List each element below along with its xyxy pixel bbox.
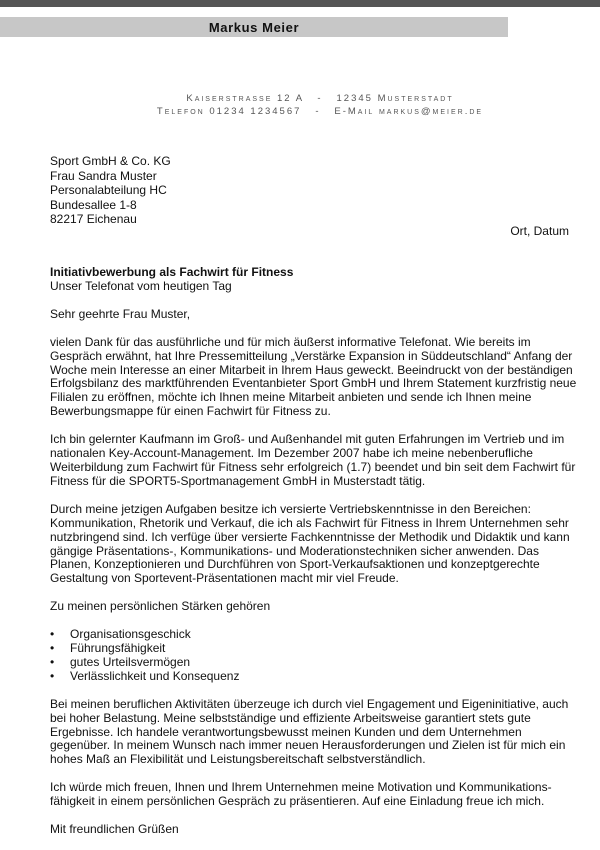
salutation: Sehr geehrte Frau Muster, [50,306,191,321]
list-item: • Führungsfähigkeit [50,642,578,656]
recipient-block [50,154,171,227]
paragraph-intro: vielen Dank für das ausführliche und für mich äußerst informative Telefonat. Wie bereits im Gespräch erwähnt, hat Ihre Pressemitteilung „Verstärke Expansion in Süddeutschland“ Anfang der Woche mein Interesse an einer Mitarbeit in Ihrem Haus geweckt. Beeindruckt von der beständigen Erfolgsbilanz des marktführenden Eventanbieter Sport GmbH und Ihrem Statement kurzfristig neue Filialen zu eröffnen, möchte ich Ihnen meine Mitarbeit anbieten und sende ich Ihnen meine Bewerbungsmappe für einen Fachwirt für Fitness zu. [50,334,577,419]
subject-reference: Unser Telefonat vom heutigen Tag [50,278,232,293]
strengths-list [50,628,578,684]
sender-contact: Telefon 01234 1234567 - E-Mail markus@meier.de [156,106,484,117]
sender-name: Markus Meier [208,20,300,35]
recipient-city: 82217 Eichenau [50,212,137,227]
paragraph-qualities: Bei meinen beruflichen Aktivitäten überzeuge ich durch viel Engagement und Eigeninitiative, auch bei hoher Belastung. Meine selbstständige und effiziente Arbeitsweise garantiert stets gute Ergebnisse. Ich handele verantwortungsbewusst meinen Kunden und dem Unternehmen gegenüber. In meinem Wunsch nach immer neuen Herausforderungen und Zielen ist für mich ein hohes Maß an Flexibilität und Leistungsbereitschaft selbstverständlich. [50,696,569,767]
recipient-department: Personalabteilung HC [50,183,167,198]
paragraph-skills: Durch meine jetzigen Aufgaben besitze ich versierte Vertriebskenntnisse in den Bereichen: Kommunikation, Rhetorik und Verkauf, die ich als Fachwirt für Fitness in Ihrem Unternehmen sehr nutzbringend sind. Ich verfüge über versierte Fachkenntnisse der Methodik und Didaktik und kann gängige Präsentations-, Kommunikations- und Moderationstechniken sicher anwenden. Das Planen, Konzeptionieren und Durchführen von Sport-Verkaufsaktionen und konzeptgerechte Gestaltung von Sportevent-Präsentationen macht mir viel Freude. [50,501,570,586]
recipient-company: Sport GmbH & Co. KG [50,154,171,168]
subject-line: Initiativbewerbung als Fachwirt für Fitness [50,265,294,279]
letter-body [50,266,578,837]
place-date: Ort, Datum [510,224,569,238]
top-rule [0,0,600,7]
list-item: • Organisationsgeschick [50,628,578,642]
paragraph-background: Ich bin gelernter Kaufmann im Groß- und Außenhandel mit guten Erfahrungen im Vertrieb und im nationalen Key-Account-Management. Im Dezember 2007 habe ich meine nebenberufliche Weiterbildung zum Fachwirt für Fitness sehr erfolgreich (1.7) beendet und bin seit dem Fachwirt für Fitness für die SPORT5-Sportmanagement GmbH in Musterstadt tätig. [50,432,576,488]
list-item: • gutes Urteilsvermögen [50,656,578,670]
list-item: • Verlässlichkeit und Konsequenz [50,670,578,684]
sender-address: Kaiserstrasse 12 A - 12345 Musterstadt [186,93,454,104]
recipient-person: Frau Sandra Muster [50,168,157,183]
paragraph-closing: Ich würde mich freuen, Ihnen und Ihrem Unternehmen meine Motivation und Kommunikations-fähigkeit in einem persönlichen Gespräch zu präsentieren. Auf eine Einladung freue ich mich. [50,780,552,809]
signoff: Mit freundlichen Grüßen [50,822,179,837]
recipient-street: Bundesallee 1-8 [50,197,137,212]
paragraph-strengths-intro: Zu meinen persönlichen Stärken gehören [50,599,271,614]
